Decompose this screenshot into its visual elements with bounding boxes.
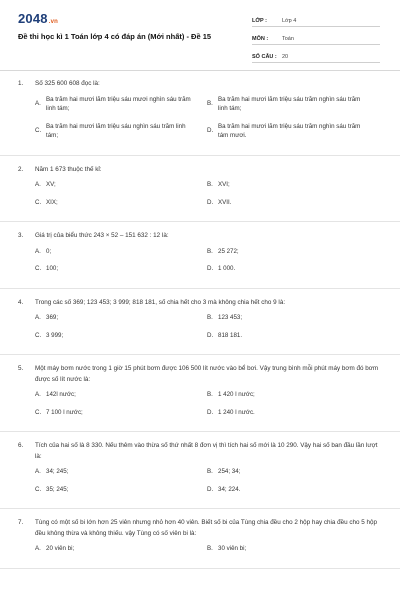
meta-value: Toán [282,36,294,42]
meta-label: SỐ CÂU : [252,54,277,60]
question-list [0,70,400,569]
page-header [0,0,400,62]
option-text: 34; 224. [218,485,241,493]
answer-option[interactable] [35,467,207,477]
option-letter: B. [207,314,213,321]
question-text: Một máy bơm nước trong 1 giờ 15 phút bơm được 106 500 lít nước vào bể bơi. Vậy trung bình mỗi phút máy bơm đó bơm được số lít nước là: [35,365,379,383]
option-text: XIX; [46,198,58,206]
question-text-row [18,518,382,539]
question-text: Tích của hai số là 8 330. Nếu thêm vào thừa số thứ nhất 8 đơn vị thì tích hai số mới là 10 290. Vậy hai số ban đầu lần lượt là: [35,442,378,460]
option-letter: B. [207,545,213,552]
question-text-row [18,165,382,176]
question-number: 7. [18,519,24,526]
answer-option[interactable] [207,313,379,323]
answer-option[interactable] [35,313,207,323]
option-letter: B. [207,181,213,188]
option-text: Ba trăm hai mươi lăm triệu sáu trăm nghìn sáu trăm linh tám; [218,95,361,112]
question-text: Giá trị của biểu thức 243 × 52 – 151 632 : 12 là: [35,232,169,239]
question-text: Số 325 600 608 đọc là: [35,80,100,87]
question-block [0,355,400,432]
question-block [0,222,400,289]
answer-options [18,247,382,282]
document-meta [252,12,380,66]
site-logo[interactable] [18,11,58,26]
answer-option[interactable] [207,95,379,114]
option-letter: A. [35,468,41,475]
option-text: 35; 245; [46,485,69,493]
question-number: 1. [18,80,24,87]
answer-options [18,180,382,215]
answer-options [18,95,382,149]
option-text: 7 100 l nước; [46,408,83,416]
answer-options [18,313,382,348]
option-letter: A. [35,545,41,552]
answer-option[interactable] [207,485,379,495]
question-text-row [18,298,382,309]
option-text: Ba trăm hai mươi lăm triệu sáu nghìn sáu trăm linh tám; [46,122,186,139]
answer-option[interactable] [35,408,207,418]
option-text: Ba trăm hai mươi lăm triệu sáu trăm nghìn sáu trăm tám mươi. [218,122,361,139]
option-text: 3 999; [46,331,64,339]
meta-value: 20 [282,54,289,60]
question-block [0,432,400,509]
option-text: 100; [46,265,59,272]
question-block [0,289,400,356]
answer-option[interactable] [35,180,207,190]
question-number: 3. [18,232,24,239]
option-text: XVII. [218,198,232,206]
answer-option[interactable] [35,544,207,554]
option-letter: C. [35,485,42,493]
option-letter: D. [207,331,214,339]
answer-option[interactable] [35,485,207,495]
option-letter: D. [207,408,214,416]
option-text: XV; [46,181,56,188]
question-number: 2. [18,165,24,173]
answer-option[interactable] [207,122,379,141]
answer-option[interactable] [207,198,379,208]
option-text: 818 181. [218,331,243,339]
answer-option[interactable] [35,122,207,141]
option-text: 0; [46,247,52,255]
option-letter: C. [35,198,42,206]
option-letter: A. [35,181,41,188]
question-block [0,70,400,156]
option-letter: C. [35,331,42,339]
answer-option[interactable] [207,180,379,190]
option-letter: B. [207,468,213,475]
meta-row-class [252,12,380,27]
option-text: 25 272; [218,247,239,255]
option-text: 34; 245; [46,468,69,475]
answer-option[interactable] [207,247,379,257]
question-text: Năm 1 673 thuộc thế kỉ: [35,165,102,173]
meta-value: Lớp 4 [282,18,297,24]
option-letter: A. [35,247,41,255]
option-letter: C. [35,408,42,416]
question-number: 4. [18,298,24,306]
option-letter: B. [207,100,213,108]
answer-option[interactable] [207,408,379,418]
question-number: 5. [18,365,24,372]
option-text: XVI; [218,181,230,188]
option-text: 20 viên bi; [46,545,75,552]
answer-options [18,390,382,425]
meta-row-subject [252,30,380,45]
answer-option[interactable] [35,198,207,208]
option-letter: A. [35,391,41,398]
meta-label: MÔN : [252,36,269,42]
answer-option[interactable] [35,95,207,114]
option-text: 1 420 l nước; [218,391,255,398]
question-text-row [18,441,382,462]
option-letter: A. [35,314,41,321]
logo-tld: .vn [48,19,59,25]
document-title: Đề thi học kì 1 Toán lớp 4 có đáp án (Mới nhất) - Đề 15 [18,32,212,41]
option-letter: C. [35,265,42,272]
option-text: Ba trăm hai mươi lăm triệu sáu mươi nghìn sáu trăm linh tám; [46,95,191,112]
question-text: Tùng có một số bi lớn hơn 25 viên nhưng nhỏ hơn 40 viên. Biết số bi của Tùng chia đều cho 2 hộp hay chia đều cho 5 hộp đều không thừa và không thiếu. vậy Tùng có số viên bi là: [35,519,378,537]
answer-option[interactable] [207,390,379,400]
meta-label: LỚP : [252,18,267,24]
answer-option[interactable] [35,390,207,400]
option-letter: B. [207,391,213,398]
option-text: 142l nước; [46,391,76,398]
question-text-row [18,79,382,90]
answer-options [18,467,382,502]
question-block [0,156,400,223]
answer-option[interactable] [35,331,207,341]
option-text: 1 240 l nước. [218,408,255,416]
question-text: Trong các số 369; 123 453; 3 999; 818 181, số chia hết cho 3 mà không chia hết cho 9 là: [35,298,286,306]
answer-option[interactable] [207,264,379,274]
option-text: 1 000. [218,265,236,272]
option-text: 123 453; [218,314,243,321]
answer-option[interactable] [207,331,379,341]
option-letter: D. [207,485,214,493]
option-letter: D. [207,198,214,206]
answer-options [18,544,382,562]
meta-row-question-count [252,48,380,63]
option-text: 369; [46,314,59,321]
option-letter: D. [207,127,214,135]
option-text: 30 viên bi; [218,545,247,552]
option-text: 254; 34; [218,468,241,475]
answer-option[interactable] [207,467,379,477]
logo-text: 2048 [18,11,48,26]
option-letter: B. [207,247,213,255]
question-number: 6. [18,442,24,449]
answer-option[interactable] [207,544,379,554]
answer-option[interactable] [35,264,207,274]
question-text-row [18,364,382,385]
option-letter: C. [35,127,42,135]
option-letter: D. [207,265,214,272]
option-letter: A. [35,100,41,108]
question-text-row [18,231,382,242]
question-block [0,509,400,569]
answer-option[interactable] [35,247,207,257]
